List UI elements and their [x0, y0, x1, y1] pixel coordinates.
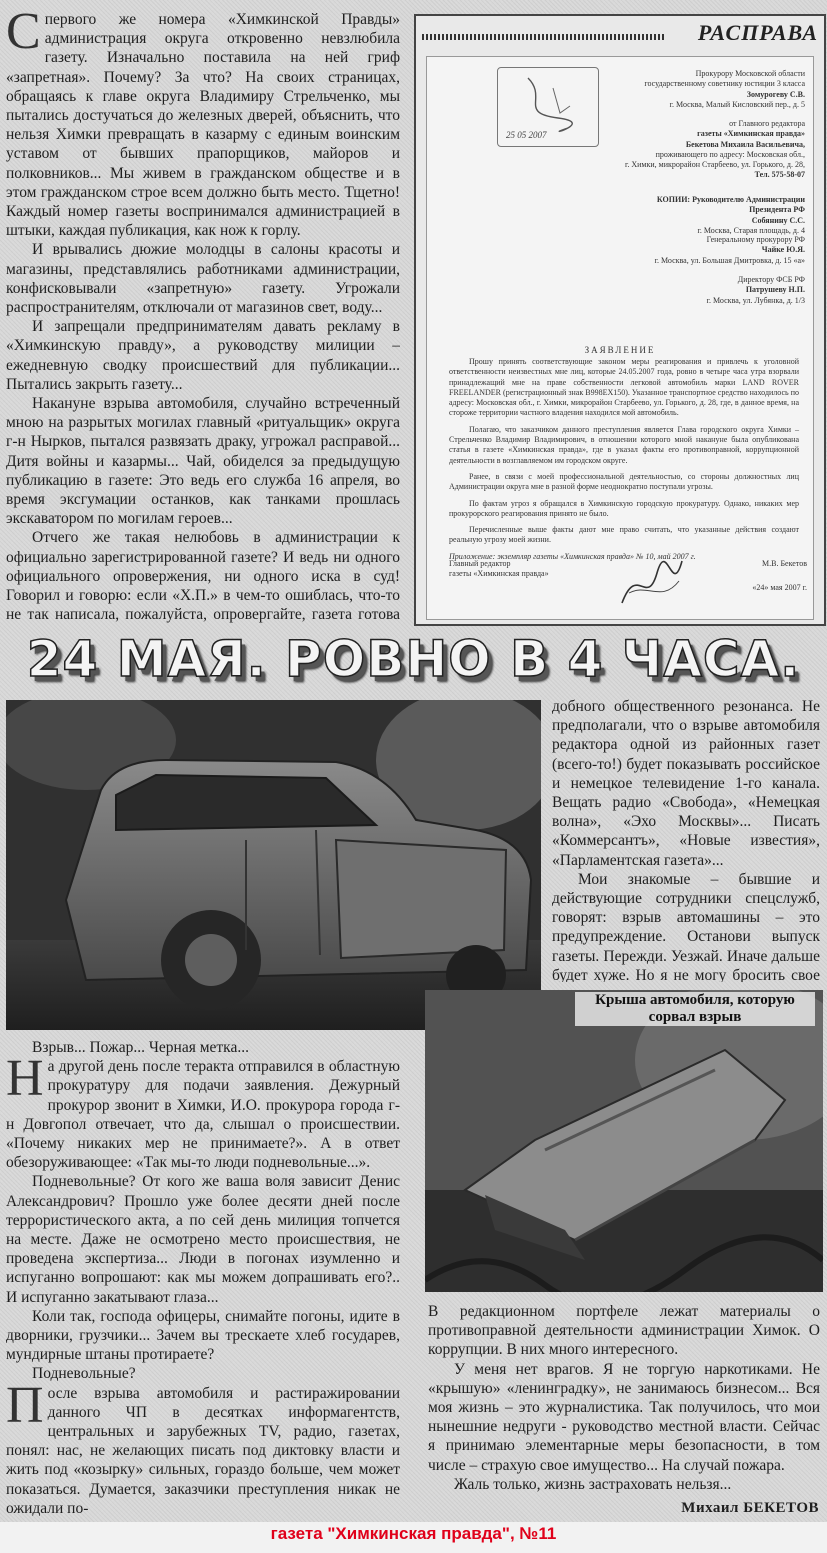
address-line: Прокурору Московской области — [695, 69, 805, 78]
article-paragraph: Взрыв... Пожар... Черная метка... — [32, 1039, 249, 1056]
signatory-title — [449, 559, 589, 580]
address-line: Патрушеву Н.П. — [745, 285, 805, 295]
article-paragraph: Накануне взрыва автомобиля, случайно встреченный мною на разрытых могилах главный «ритуальщик» округа г-н Нырков, пытался развязать драку, угрожал расправой... Дитя войны и казармы... Чай, обиделся за предыдущую публикацию в газете: Это ведь его служба 16 апреля, во время эксгумации останков, как танками прошлась экскаватором по могилам героев... — [6, 395, 400, 528]
drop-cap: П — [6, 1376, 44, 1434]
statement-paragraph: Полагаю, что заказчиком данного преступления является Глава городского округа Химки – Стрельченко Владимир Владимирович, в отношении которого мной накануне была опубликована статья в газете «Химкинская правда», где в указал факты его противоправной, коррупционной деятельности в возглавляемом им городском округе. — [449, 424, 799, 465]
drop-cap: Н — [6, 1050, 44, 1108]
statement-body — [449, 357, 799, 568]
stamp-date: 25 05 2007 — [506, 129, 547, 140]
rubric-title: РАСПРАВА — [697, 20, 818, 45]
article-paragraph — [6, 1050, 400, 1172]
statement-title: ЗАЯВЛЕНИЕ — [584, 345, 656, 355]
article-paragraph: И врывались дюжие молодцы в салоны красоты и магазины, представлялись работниками администрации, конфисковывали «запретную» газету. Угрожали распространителям, отключали от магазинов свет, воду... — [6, 241, 400, 317]
address-line: г. Москва, ул. Лубянка, д. 1/3 — [706, 295, 805, 305]
address-line: Собянину С.С. — [751, 215, 805, 225]
drop-cap: С — [6, 10, 41, 60]
address-line: Бекетова Михаила Васильевича, — [685, 139, 805, 149]
burned-car-image — [6, 700, 541, 1030]
rasprava-box — [414, 14, 826, 626]
article-column-bottom — [6, 1038, 400, 1518]
paragraph-text: осле взрыва автомобиля и растиражировании данного ЧП в десятках информагентств, центральных и зарубежных TV, радио, газетах, понял: нас, не желающих писать под диктовку власти и жить под «козырку» сильных, гораздо больше, чем может показаться. Думается, заказчики преступления никак не ожидали по- — [6, 1384, 400, 1517]
rubric-divider — [422, 34, 664, 40]
address-line: г. Москва, Малый Кисловский пер., д. 5 — [669, 99, 805, 109]
article-paragraph — [6, 10, 400, 240]
address-line: КОПИИ: Руководителю Администрации Президента РФ — [656, 195, 805, 215]
signatory-line: Главный редактор — [449, 559, 511, 568]
article-paragraph: У меня нет врагов. Я не торгую наркотиками. Не «крышую» «ленинградку», не занимаюсь бизнесом... Вся моя жизнь – это журналистика. Так получилось, что мои нынешние недруги - руководство местной власти. Сейчас я принимаю элементарные меры безопасности, в том числе – страхую свое имущество... На случай пожара. — [428, 1360, 820, 1474]
article-paragraph: Жаль только, жизнь застраховать нельзя... — [454, 1475, 732, 1493]
article-paragraph: В редакционном портфеле лежат материалы о противоправной деятельности администрации Химок. О коррупции. В них много интересного. — [428, 1303, 820, 1359]
burned-car-photo — [6, 700, 541, 1030]
addressee-prosecutor-general — [619, 235, 805, 266]
statement-paragraph: Прошу принять соответствующие законом меры реагирования и привлечь к уголовной ответственности неизвестных мне лиц, которые 24.05.2007 года, ровно в четыре часа утра взорвали принадлежащий мне на праве собственности легковой автомобиль марки LAND ROVER FREELANDER (регистрационный знак В998ЕХ150). Указанное транспортное средство находилось по адресу: Московская обл., г. Химки, микрорайон Старбеево, ул. Горького, д. 28, где, в данное время, на стороже территории частного владения находился мой автомобиль. — [449, 357, 799, 418]
statement-paragraph: Ранее, в связи с моей профессиональной деятельностью, со стороны должностных лиц Администрации округа мне в разной форме неоднократно поступали угрозы. — [449, 471, 799, 492]
address-line: Директору ФСБ РФ — [737, 275, 805, 284]
source-caption: газета "Химкинская правда", №11 — [270, 1524, 557, 1543]
address-line: Зомурогеву С.В. — [746, 89, 805, 99]
address-line: г. Москва, ул. Большая Дмитровка, д. 15 «а» — [654, 255, 805, 265]
address-line: Чайке Ю.Я. — [761, 245, 805, 255]
statement-attachment: Приложение: экземпляр газеты «Химкинская правда» № 10, май 2007 г. — [449, 551, 696, 561]
handwritten-signature — [617, 553, 687, 613]
addressee-prosecutor-region — [619, 69, 805, 110]
article-paragraph: И запрещали предпринимателям давать рекламу в «Химкинскую правду», а руководству милиции – ежедневную сводку происшествий для публикации... Пытались закрыть газету... — [6, 318, 400, 393]
signatory-line: М.В. Бекетов — [762, 559, 807, 568]
paragraph-text: первого же номера «Химкинской Правды» администрация округа откровенно невзлюбила газету. Изначально поставила на ней гриф «запретная». Почему? За что? На своих страницах, обращаясь к главе округа Владимиру Стрельченко, мы пытались достучаться до железных дверей, объяснить, что нельзя Химки превращать в казарму с единым воинским уставом от бывших прапорщиков, майоров и полковников... Мы живем в гражданском обществе и в этом гражданском строе всем должно быть место. Тщетно! Каждый номер газеты воспринимался администрацией в штыки, каждая публикация, как нож к горлу. — [6, 11, 400, 240]
article-paragraph — [6, 1376, 400, 1518]
address-line: Тел. 575-58-07 — [754, 170, 805, 180]
author-byline: Михаил БЕКЕТОВ — [681, 1500, 819, 1516]
signatory-date: «24» мая 2007 г. — [752, 583, 807, 593]
photo-caption: Крыша автомобиля, которую сорвал взрыв — [575, 992, 815, 1026]
headline: 24 МАЯ. РОВНО В 4 ЧАСА. — [26, 630, 801, 688]
address-line: проживающего по адресу: Московская обл., — [655, 149, 805, 159]
article-paragraph: добного общественного резонанса. Не предполагали, что о взрыве автомобиля редактора одной из районных газет (всего-то!) будет показывать российское и немецкое телевидение 1-го канала. Вещать радио «Свобода», «Немецкая волна», «Эхо Москвы»... Писать «Коммерсантъ», «Новые известия», «Парламентская газета»... — [552, 698, 820, 869]
address-line: государственному советнику юстиции 3 класса — [644, 79, 805, 89]
address-line: от Главного редактора — [729, 119, 805, 128]
article-column-bottom-right — [428, 1302, 820, 1517]
addressee-fsb — [619, 275, 805, 306]
article-paragraph: Отчего же такая нелюбовь в администрации к официально зарегистрированной газете? И ведь ни одного официального опровержения, ни одного иска в суд! Говорил и говорю: если «Х.П.» в чем-то ошиблась, что-то не так написала, пожалуйста, опровергайте, газета готова — [6, 529, 400, 624]
address-line: газеты «Химкинская правда» — [697, 129, 805, 139]
registration-stamp — [497, 67, 599, 147]
article-column-top — [6, 10, 400, 625]
sender-block — [619, 119, 805, 181]
address-line: г. Москва, Старая площадь, д. 4 — [697, 225, 805, 235]
article-paragraph: Коли так, господа офицеры, снимайте погоны, идите в дворники, грузчики... Зачем вы трескаете хлеб государев, мундирные штаны протираете? — [6, 1307, 400, 1364]
address-line: г. Химки, микрорайон Старбеево, ул. Горького, д. 28, — [624, 160, 805, 170]
article-paragraph: Подневольные? От кого же ваша воля зависит Денис Александрович? Прошло уже более десяти дней после террористического акта, а по сей день милиция топчется на месте. Даже не осмотрено место происшествия, не проведена экспертиза... Люди в погонах изумленно и испуганно вопрошают: как мы можем допрашивать его?.. И испуганно закатывают глаза... — [6, 1173, 400, 1306]
paragraph-text: а другой день после теракта отправился в областную прокуратуру для подачи заявления. Дежурный прокурор звонит в Химки, И.О. прокурора города г-н Довгопол отвечает, что да, слышал о происшествии. «Почему никаких мер не принимаете?». А в ответ обезоруживающее: «Так мы-то люди подневольные...». — [6, 1058, 400, 1172]
copies-block — [619, 195, 805, 236]
article-paragraph: Мои знакомые – бывшие и действующие сотрудники спецслужб, говорят: взрыв автомашины – это предупреждение. Останови выпуск газеты. Пережди. Уезжай. Иначе дальше будет хуже. Но я не могу бросить свое — [552, 870, 820, 982]
article-paragraph: Подневольные? — [32, 1365, 136, 1383]
signatory-line: газеты «Химкинская правда» — [449, 569, 549, 579]
statement-paragraph: Перечисленные выше факты дают мне право считать, что указанные действия создают реальную угрозу моей жизни. — [449, 525, 799, 545]
statement-document — [426, 56, 814, 620]
address-line: Генеральному прокурору РФ — [706, 235, 805, 244]
car-roof-image — [425, 990, 823, 1292]
signatory-name — [737, 559, 807, 594]
car-roof-photo — [425, 990, 823, 1292]
article-column-mid — [552, 697, 820, 982]
statement-paragraph: По фактам угроз я обращался в Химкинскую городскую прокуратуру. Однако, никаких мер прокурорского реагирования принято не было. — [449, 498, 799, 518]
